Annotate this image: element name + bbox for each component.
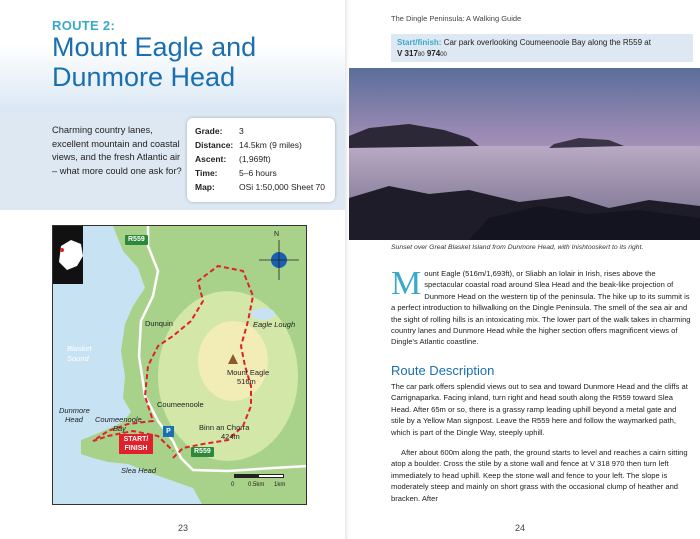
stat-value: 3 xyxy=(239,126,244,136)
stat-value: OSi 1:50,000 Sheet 70 xyxy=(239,182,326,192)
label-mount-eagle-height: 516m xyxy=(237,377,256,386)
label-coumeenoole: Coumeenoole xyxy=(157,400,204,409)
inset-marker xyxy=(60,248,64,252)
parking-badge: P xyxy=(163,426,174,437)
label-blasket: Blasket xyxy=(67,344,92,353)
start-label: START/ xyxy=(123,436,149,443)
label-dunmore: Dunmore xyxy=(59,406,90,415)
intro-text: Charming country lanes, excellent mountain and coastal views, and the fresh Atlantic air – what more could one ask for? xyxy=(52,125,182,176)
label-binn-height: 424m xyxy=(221,432,240,441)
stat-row-time xyxy=(195,166,329,180)
photo-caption: Sunset over Great Blasket Island from Dunmore Head, with Inishtooskert to its right. xyxy=(391,244,644,251)
eagle-lough-water xyxy=(251,308,275,320)
left-page xyxy=(0,0,345,539)
stat-value: 14.5km (9 miles) xyxy=(239,140,302,150)
section-heading: Route Description xyxy=(391,363,495,378)
label-binn-an-chorra: Binn an Chorra xyxy=(199,423,250,432)
stat-row-ascent xyxy=(195,152,329,166)
title-line-1: Mount Eagle and xyxy=(52,32,257,62)
route-map xyxy=(52,225,307,505)
page-title xyxy=(52,32,332,92)
scale-bar xyxy=(231,464,289,498)
stat-key: Distance: xyxy=(195,140,234,150)
compass-north-label: N xyxy=(274,231,280,238)
stat-key: Time: xyxy=(195,168,218,178)
running-head: The Dingle Peninsula: A Walking Guide xyxy=(391,14,522,23)
route-paragraph-1: The car park offers splendid views out to sea and toward Dunmore Head and the cliffs at Carrignaparka. Facing inland, turn right and head south along the R559 toward Slea Head. After 65m or so, there is a grassy ramp leading uphill beyond a metal gate and stile by a Yellow Man signpost. Leave the R559 here and follow the waymarked path, which is part of the Dingle Way, steeply uphill. xyxy=(391,382,688,437)
stat-key: Ascent: xyxy=(195,154,227,164)
scale-bar-graphic xyxy=(234,474,284,478)
label-dunquin: Dunquin xyxy=(145,319,173,328)
page-number-left: 23 xyxy=(178,523,189,533)
photo-graphic xyxy=(349,68,700,240)
stat-key: Grade: xyxy=(195,126,223,136)
start-finish-text: Car park overlooking Coumeenoole Bay along the R559 at xyxy=(443,38,651,47)
finish-label: FINISH xyxy=(124,445,148,452)
stat-key: Map: xyxy=(195,182,215,192)
scale-end: 1km xyxy=(274,482,286,488)
label-dunmore-head: Head xyxy=(65,415,83,424)
label-mount-eagle: Mount Eagle xyxy=(227,368,270,377)
grid-ref: V 317 xyxy=(397,49,418,58)
route-paragraph-2: After about 600m along the path, the ground starts to level and reaches a cairn sitting atop a boulder. Cross the stile by a stone wall and fence at V 318 970 then turn left immediately to head uphill. Keep the stone wall and fence to your left. The slope is moderately steep and mainly on short grass with the occasional clump of heather and bracken. After xyxy=(391,448,688,503)
intro-paragraph-text: ount Eagle (516m/1,693ft), or Sliabh an Iolair in Irish, rises above the spectacular coastal road around Slea Head and the beak-like projection of Dunmore Head on the western tip of the peninsula. The hike up to its summit is a perfect introduction to hillwalking on the Dingle Peninsula. The smell of the sea air and the sight of rolling hills is an intoxicating mix. The lower part of the walk takes in charming country lanes and Dunmore Head while the higher section offers magnificent views of Dingle's Atlantic coastline. xyxy=(391,269,691,347)
label-sound: Sound xyxy=(67,354,89,363)
scale-zero: 0 xyxy=(231,482,235,488)
grid-ref-2: 974 xyxy=(426,49,441,58)
start-finish-box xyxy=(391,34,693,62)
right-page xyxy=(349,0,700,539)
road-badge-north: R559 xyxy=(125,235,148,245)
road-badge-south: R559 xyxy=(191,447,214,457)
start-finish-badge xyxy=(119,434,153,454)
grid-ref-small: 80 xyxy=(417,52,425,58)
sunset-photo xyxy=(349,68,700,240)
drop-cap: M xyxy=(391,265,422,302)
label-eagle-lough: Eagle Lough xyxy=(253,320,296,329)
grid-ref-small-2: 00 xyxy=(440,52,447,58)
label-bay: Bay xyxy=(113,424,126,433)
title-line-2: Dunmore Head xyxy=(52,62,236,92)
stat-row-distance xyxy=(195,138,329,152)
intro-paragraph xyxy=(391,265,691,348)
stat-row-grade xyxy=(195,124,329,138)
start-finish-label: Start/finish: xyxy=(397,38,442,47)
stats-box xyxy=(187,118,335,202)
scale-mid: 0.5km xyxy=(248,482,265,488)
page-number-right: 24 xyxy=(515,523,526,533)
label-coumeenoole-bay: Coumeenoole xyxy=(95,415,142,424)
stat-value: 5–6 hours xyxy=(239,168,277,178)
route-label: ROUTE 2: xyxy=(52,18,116,33)
label-slea-head: Slea Head xyxy=(121,466,157,475)
stat-value: (1,969ft) xyxy=(239,154,271,164)
stat-row-map xyxy=(195,180,329,194)
